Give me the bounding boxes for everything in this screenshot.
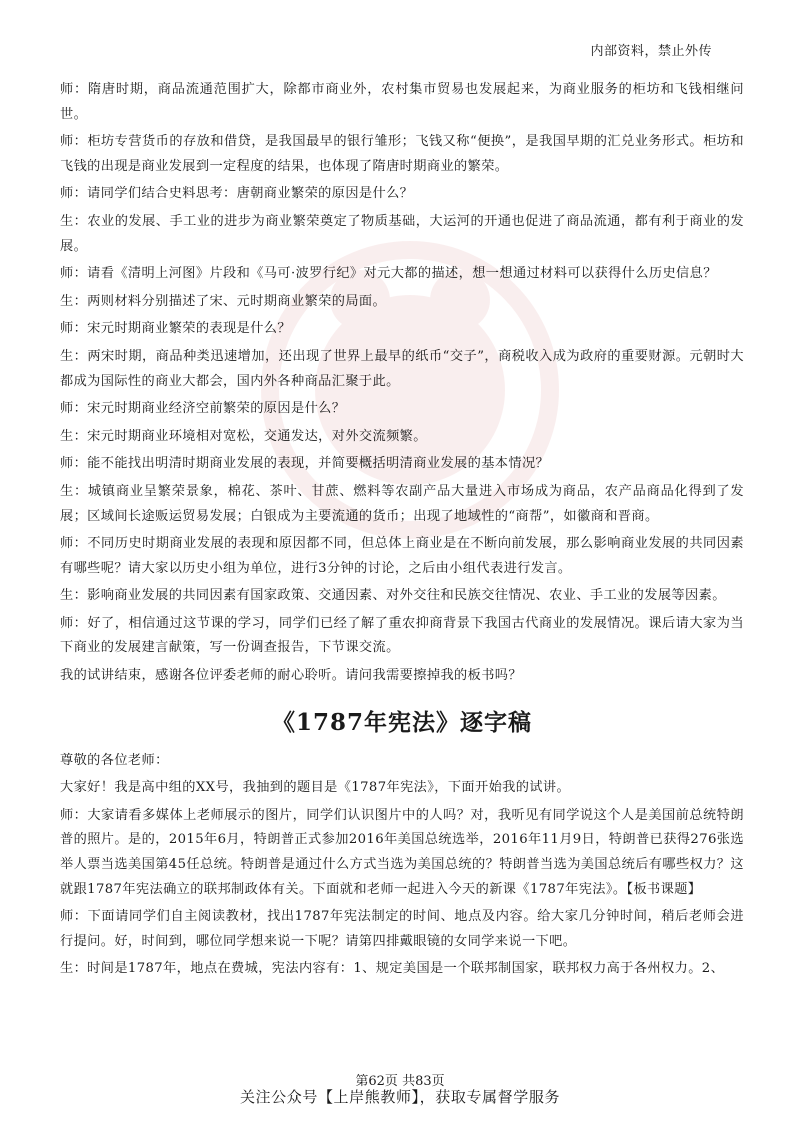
dialogue-paragraph: 师：请看《清明上河图》片段和《马可·波罗行纪》对元大都的描述，想一想通过材料可以获得什么历史信息？ bbox=[60, 266, 717, 282]
dialogue-paragraph: 师：隋唐时期，商品流通范围扩大，除都市商业外，农村集市贸易也发展起来，为商业服务的柜坊和飞钱相继问世。 bbox=[60, 82, 744, 122]
dialogue-paragraph: 生：两宋时期，商品种类迅速增加，还出现了世界上最早的纸币“交子”，商税收入成为政府的重要财源。元朝时大都成为国际性的商业大都会，国内外各种商品汇聚于此。 bbox=[60, 348, 744, 389]
dialogue-paragraph: 师：请同学们结合史料思考：唐朝商业繁荣的原因是什么？ bbox=[60, 186, 414, 202]
section-title: 《1787年宪法》逐字稿 bbox=[271, 708, 532, 736]
dialogue-paragraph: 生：时间是1787年，地点在费城，宪法内容有：1、规定美国是一个联邦制国家，联邦权力高于各州权力。2、 bbox=[60, 961, 725, 977]
dialogue-paragraph: 师：好了，相信通过这节课的学习，同学们已经了解了重农抑商背景下我国古代商业的发展情况。课后请大家为当下商业的发展建言献策，写一份调查报告，下节课交流。 bbox=[60, 615, 744, 656]
intro-paragraph: 大家好！我是高中组的XX号，我抽到的题目是《1787年宪法》，下面开始我的试讲。 bbox=[60, 780, 571, 796]
dialogue-paragraph: 生：农业的发展、手工业的进步为商业繁荣奠定了物质基础，大运河的开通也促进了商品流通，都有利于商业的发展。 bbox=[60, 213, 744, 254]
dialogue-paragraph: 生：宋元时期商业环境相对宽松，交通发达，对外交流频繁。 bbox=[60, 428, 427, 444]
document-body bbox=[60, 78, 744, 985]
dialogue-paragraph: 生：两则材料分别描述了宋、元时期商业繁荣的局面。 bbox=[60, 293, 387, 309]
closing-paragraph: 我的试讲结束，感谢各位评委老师的耐心聆听。请问我需要擦掉我的板书吗？ bbox=[60, 668, 522, 684]
promo-footer: 关注公众号【上岸熊教师】，获取专属督学服务 bbox=[239, 1088, 561, 1106]
dialogue-paragraph: 师：宋元时期商业经济空前繁荣的原因是什么？ bbox=[60, 401, 346, 417]
dialogue-paragraph: 师：下面请同学们自主阅读教材，找出1787年宪法制定的时间、地点及内容。给大家几分钟时间，稍后老师会进行提问。好，时间到，哪位同学想来说一下呢？请第四排戴眼镜的女同学来说一下吧。 bbox=[60, 909, 744, 949]
confidential-note: 内部资料，禁止外传 bbox=[590, 44, 712, 59]
dialogue-paragraph: 师：宋元时期商业繁荣的表现是什么？ bbox=[60, 321, 291, 337]
dialogue-paragraph: 师：大家请看多媒体上老师展示的图片，同学们认识图片中的人吗？对，我听见有同学说这个人是美国前总统特朗普的照片。是的，2015年6月，特朗普正式参加2016年美国总统选举，2016年11月9日，特朗普已获得276张选举人票当选美国第45任总统。特朗普是通过什么方式当选为美国总统的？特朗普当选为美国总统后有哪些权力？这就跟1787年宪法确立的联邦制政体有关。下面就和老师一起进入今天的新课《1787年宪法》。【板书课题】 bbox=[60, 807, 744, 897]
dialogue-paragraph: 师：能不能找出明清时期商业发展的表现，并简要概括明清商业发展的基本情况？ bbox=[60, 456, 550, 472]
dialogue-paragraph: 师：不同历史时期商业发展的表现和原因都不同，但总体上商业是在不断向前发展，那么影响商业发展的共同因素有哪些呢？请大家以历史小组为单位，进行3分钟的讨论，之后由小组代表进行发言。 bbox=[60, 536, 744, 576]
salutation: 尊敬的各位老师： bbox=[60, 752, 169, 768]
page-number: 第62页 共83页 bbox=[355, 1074, 445, 1089]
dialogue-paragraph: 生：城镇商业呈繁荣景象，棉花、茶叶、甘蔗、燃料等农副产品大量进入市场成为商品，农产品商品化得到了发展；区域间长途贩运贸易发展；白银成为主要流通的货币；出现了地域性的“商帮”，如徽商和晋商。 bbox=[60, 483, 744, 524]
dialogue-paragraph: 师：柜坊专营货币的存放和借贷，是我国最早的银行雏形；飞钱又称“便换”，是我国早期的汇兑业务形式。柜坊和飞钱的出现是商业发展到一定程度的结果，也体现了隋唐时期商业的繁荣。 bbox=[60, 134, 744, 174]
dialogue-paragraph: 生：影响商业发展的共同因素有国家政策、交通因素、对外交往和民族交往情况、农业、手工业的发展等因素。 bbox=[60, 588, 726, 604]
